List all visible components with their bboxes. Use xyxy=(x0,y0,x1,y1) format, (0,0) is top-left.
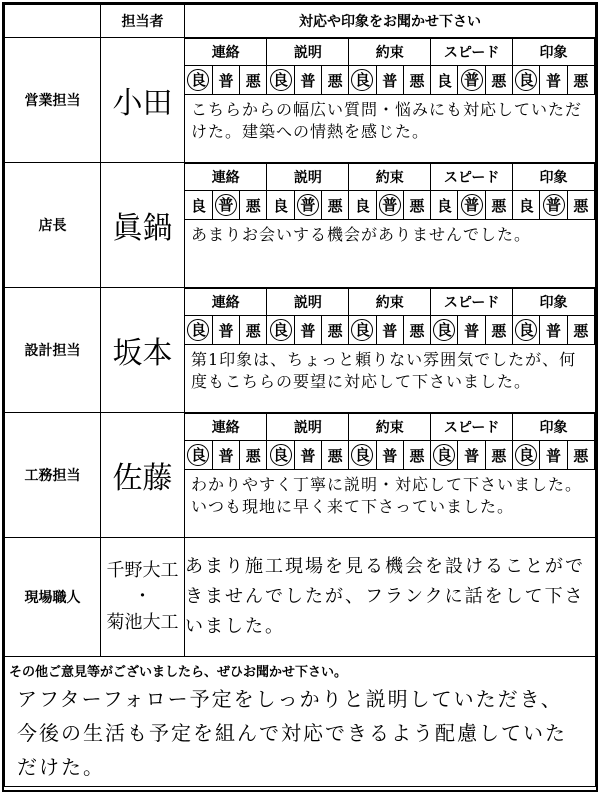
row-comment: あまりお会いする機会がありませんでした。 xyxy=(191,225,532,244)
criterion-label: 約束 xyxy=(349,164,431,191)
rating-option-label: 普 xyxy=(300,321,316,340)
rating-option-label: 悪 xyxy=(573,321,589,340)
rating-option-label: 良 xyxy=(187,69,209,91)
rating-option-label: 悪 xyxy=(327,446,343,465)
row-role: 店長 xyxy=(5,163,101,288)
rating-option[interactable] xyxy=(212,66,239,95)
rating-option[interactable] xyxy=(376,191,403,220)
staff-row xyxy=(5,413,596,538)
rating-option[interactable] xyxy=(431,441,458,470)
rating-option[interactable] xyxy=(513,191,540,220)
rating-option-label: 悪 xyxy=(245,196,261,215)
rating-option[interactable] xyxy=(431,191,458,220)
rating-option[interactable] xyxy=(185,191,212,220)
rating-option-label: 良 xyxy=(351,444,373,466)
criterion-label: 連絡 xyxy=(185,289,267,316)
rating-option[interactable] xyxy=(212,191,239,220)
rating-option[interactable] xyxy=(403,191,430,220)
rating-option-label: 良 xyxy=(270,444,292,466)
criterion-label: 約束 xyxy=(349,39,431,66)
criterion-label: 約束 xyxy=(349,289,431,316)
rating-option-label: 悪 xyxy=(491,196,507,215)
criterion-label: 約束 xyxy=(349,414,431,441)
rating-option[interactable] xyxy=(349,441,376,470)
rating-grid xyxy=(185,163,595,220)
rating-option[interactable] xyxy=(321,66,348,95)
rating-option[interactable] xyxy=(240,191,267,220)
rating-option-label: 普 xyxy=(546,71,562,90)
rating-option-label: 悪 xyxy=(327,196,343,215)
rating-option[interactable] xyxy=(349,66,376,95)
header-impression: 対応や印象をお聞かせ下さい xyxy=(185,5,596,38)
criterion-label: スピード xyxy=(431,164,513,191)
rating-option-label: 悪 xyxy=(573,71,589,90)
rating-option[interactable] xyxy=(294,66,321,95)
row-staff: 小田 xyxy=(101,38,185,163)
rating-option[interactable] xyxy=(567,191,594,220)
row-role: 営業担当 xyxy=(5,38,101,163)
rating-option-label: 良 xyxy=(273,196,289,215)
rating-option[interactable] xyxy=(458,441,485,470)
criterion-label: 印象 xyxy=(513,39,595,66)
criterion-label: 説明 xyxy=(267,164,349,191)
rating-option-label: 普 xyxy=(300,71,316,90)
rating-option-label: 悪 xyxy=(245,321,261,340)
rating-option-label: 普 xyxy=(461,69,483,91)
rating-grid xyxy=(185,38,595,95)
rating-option-label: 普 xyxy=(379,194,401,216)
rating-option[interactable] xyxy=(294,316,321,345)
row-detail xyxy=(185,163,596,288)
rating-option[interactable] xyxy=(403,441,430,470)
rating-option[interactable] xyxy=(321,441,348,470)
rating-option-label: 悪 xyxy=(327,321,343,340)
rating-option-label: 良 xyxy=(518,196,534,215)
rating-option-label: 良 xyxy=(515,69,537,91)
rating-option-label: 悪 xyxy=(409,446,425,465)
rating-option[interactable] xyxy=(185,66,212,95)
row-role: 設計担当 xyxy=(5,288,101,413)
rating-option[interactable] xyxy=(376,316,403,345)
rating-option-label: 良 xyxy=(436,71,452,90)
rating-option[interactable] xyxy=(376,66,403,95)
criterion-label: 説明 xyxy=(267,39,349,66)
rating-grid xyxy=(185,288,595,345)
rating-option[interactable] xyxy=(403,66,430,95)
site-comment: あまり施工現場を見る機会を設けることができませんでしたが、フランクに話をして下さいました。 xyxy=(185,538,596,657)
rating-option[interactable] xyxy=(485,191,512,220)
row-comment: わかりやすく丁寧に説明・対応して下さいました。いつも現地に早く来て下さっていました。 xyxy=(191,475,583,516)
site-staff-b: 菊池大工 xyxy=(106,612,179,633)
rating-option[interactable] xyxy=(321,316,348,345)
rating-option[interactable] xyxy=(376,441,403,470)
rating-option-label: 普 xyxy=(215,194,237,216)
rating-option-label: 普 xyxy=(218,321,234,340)
rating-option-label: 普 xyxy=(300,446,316,465)
rating-option[interactable] xyxy=(212,316,239,345)
rating-option[interactable] xyxy=(267,191,294,220)
rating-option-label: 悪 xyxy=(491,446,507,465)
rating-option-label: 良 xyxy=(187,319,209,341)
rating-option[interactable] xyxy=(540,191,567,220)
rating-option[interactable] xyxy=(185,316,212,345)
rating-option[interactable] xyxy=(185,441,212,470)
criterion-label: 説明 xyxy=(267,289,349,316)
criterion-label: 印象 xyxy=(513,289,595,316)
rating-option[interactable] xyxy=(294,441,321,470)
rating-option[interactable] xyxy=(321,191,348,220)
rating-option[interactable] xyxy=(267,316,294,345)
rating-option-label: 悪 xyxy=(491,71,507,90)
criterion-label: 連絡 xyxy=(185,414,267,441)
rating-option[interactable] xyxy=(540,66,567,95)
row-comment: 第1印象は、ちょっと頼りない雰囲気でしたが、何度もこちらの要望に対応して下さいました。 xyxy=(191,350,577,391)
rating-option-label: 普 xyxy=(218,446,234,465)
rating-option-label: 普 xyxy=(297,194,319,216)
rating-option[interactable] xyxy=(294,191,321,220)
rating-option[interactable] xyxy=(540,316,567,345)
rating-option-label: 良 xyxy=(354,196,370,215)
rating-option[interactable] xyxy=(458,191,485,220)
rating-option-label: 普 xyxy=(464,321,480,340)
survey-sheet xyxy=(2,2,598,792)
header-role xyxy=(5,5,101,38)
rating-option[interactable] xyxy=(240,316,267,345)
rating-option-label: 良 xyxy=(270,319,292,341)
header-staff: 担当者 xyxy=(101,5,185,38)
criterion-label: スピード xyxy=(431,414,513,441)
rating-option[interactable] xyxy=(567,66,594,95)
rating-option-label: 普 xyxy=(461,194,483,216)
rating-option-label: 普 xyxy=(543,194,565,216)
rating-option-label: 普 xyxy=(382,446,398,465)
row-staff: 佐藤 xyxy=(101,413,185,538)
criterion-label: 連絡 xyxy=(185,39,267,66)
row-role: 工務担当 xyxy=(5,413,101,538)
row-detail xyxy=(185,288,596,413)
rating-option[interactable] xyxy=(349,316,376,345)
rating-option[interactable] xyxy=(267,441,294,470)
rating-option[interactable] xyxy=(513,316,540,345)
row-staff: 坂本 xyxy=(101,288,185,413)
rating-option[interactable] xyxy=(567,441,594,470)
criterion-label: 連絡 xyxy=(185,164,267,191)
rating-option-label: 悪 xyxy=(409,196,425,215)
site-staff xyxy=(101,538,185,657)
rating-option-label: 良 xyxy=(433,319,455,341)
rating-option[interactable] xyxy=(349,191,376,220)
rating-option-label: 悪 xyxy=(409,321,425,340)
site-staff-sep: ・ xyxy=(133,586,152,607)
rating-option[interactable] xyxy=(267,66,294,95)
rating-option-label: 普 xyxy=(382,71,398,90)
rating-option[interactable] xyxy=(567,316,594,345)
staff-row xyxy=(5,163,596,288)
row-detail xyxy=(185,413,596,538)
rating-option-label: 普 xyxy=(218,71,234,90)
rating-option-label: 普 xyxy=(546,446,562,465)
rating-option-label: 良 xyxy=(187,444,209,466)
rating-option[interactable] xyxy=(540,441,567,470)
rating-option-label: 普 xyxy=(546,321,562,340)
rating-option-label: 良 xyxy=(190,196,206,215)
rating-option[interactable] xyxy=(485,66,512,95)
rating-option[interactable] xyxy=(485,441,512,470)
criterion-label: スピード xyxy=(431,289,513,316)
rating-option-label: 良 xyxy=(351,319,373,341)
criterion-label: 説明 xyxy=(267,414,349,441)
rating-option[interactable] xyxy=(212,441,239,470)
survey-table xyxy=(4,4,596,787)
rating-option-label: 良 xyxy=(515,444,537,466)
rating-option-label: 良 xyxy=(270,69,292,91)
rating-option[interactable] xyxy=(458,316,485,345)
rating-option[interactable] xyxy=(485,316,512,345)
row-staff: 眞鍋 xyxy=(101,163,185,288)
staff-row xyxy=(5,38,596,163)
rating-option[interactable] xyxy=(458,66,485,95)
rating-option[interactable] xyxy=(431,316,458,345)
criterion-label: 印象 xyxy=(513,164,595,191)
rating-option-label: 悪 xyxy=(327,71,343,90)
rating-option-label: 良 xyxy=(515,319,537,341)
site-role: 現場職人 xyxy=(5,538,101,657)
rating-option[interactable] xyxy=(240,66,267,95)
rating-option-label: 良 xyxy=(436,196,452,215)
other-text: アフターフォロー予定をしっかりと説明していただき、今後の生活も予定を組んで対応できるよう配慮していただけた。 xyxy=(17,687,567,779)
rating-option-label: 悪 xyxy=(573,446,589,465)
site-staff-a: 千野大工 xyxy=(106,560,179,581)
rating-option[interactable] xyxy=(431,66,458,95)
rating-option[interactable] xyxy=(240,441,267,470)
other-title: その他ご意見等がございましたら、ぜひお聞かせ下さい。 xyxy=(9,665,348,680)
row-comment: こちらからの幅広い質問・悩みにも対応していただけた。建築への情熱を感じた。 xyxy=(191,100,583,141)
rating-option-label: 悪 xyxy=(409,71,425,90)
other-section xyxy=(5,657,596,787)
staff-row xyxy=(5,288,596,413)
criterion-label: 印象 xyxy=(513,414,595,441)
rating-option-label: 悪 xyxy=(245,71,261,90)
rating-option-label: 普 xyxy=(382,321,398,340)
rating-option-label: 良 xyxy=(433,444,455,466)
row-detail xyxy=(185,38,596,163)
rating-option[interactable] xyxy=(403,316,430,345)
rating-option-label: 良 xyxy=(351,69,373,91)
rating-option[interactable] xyxy=(513,66,540,95)
rating-option-label: 悪 xyxy=(573,196,589,215)
rating-option-label: 普 xyxy=(464,446,480,465)
rating-option-label: 悪 xyxy=(245,446,261,465)
criterion-label: スピード xyxy=(431,39,513,66)
rating-option-label: 悪 xyxy=(491,321,507,340)
rating-grid xyxy=(185,413,595,470)
rating-option[interactable] xyxy=(513,441,540,470)
